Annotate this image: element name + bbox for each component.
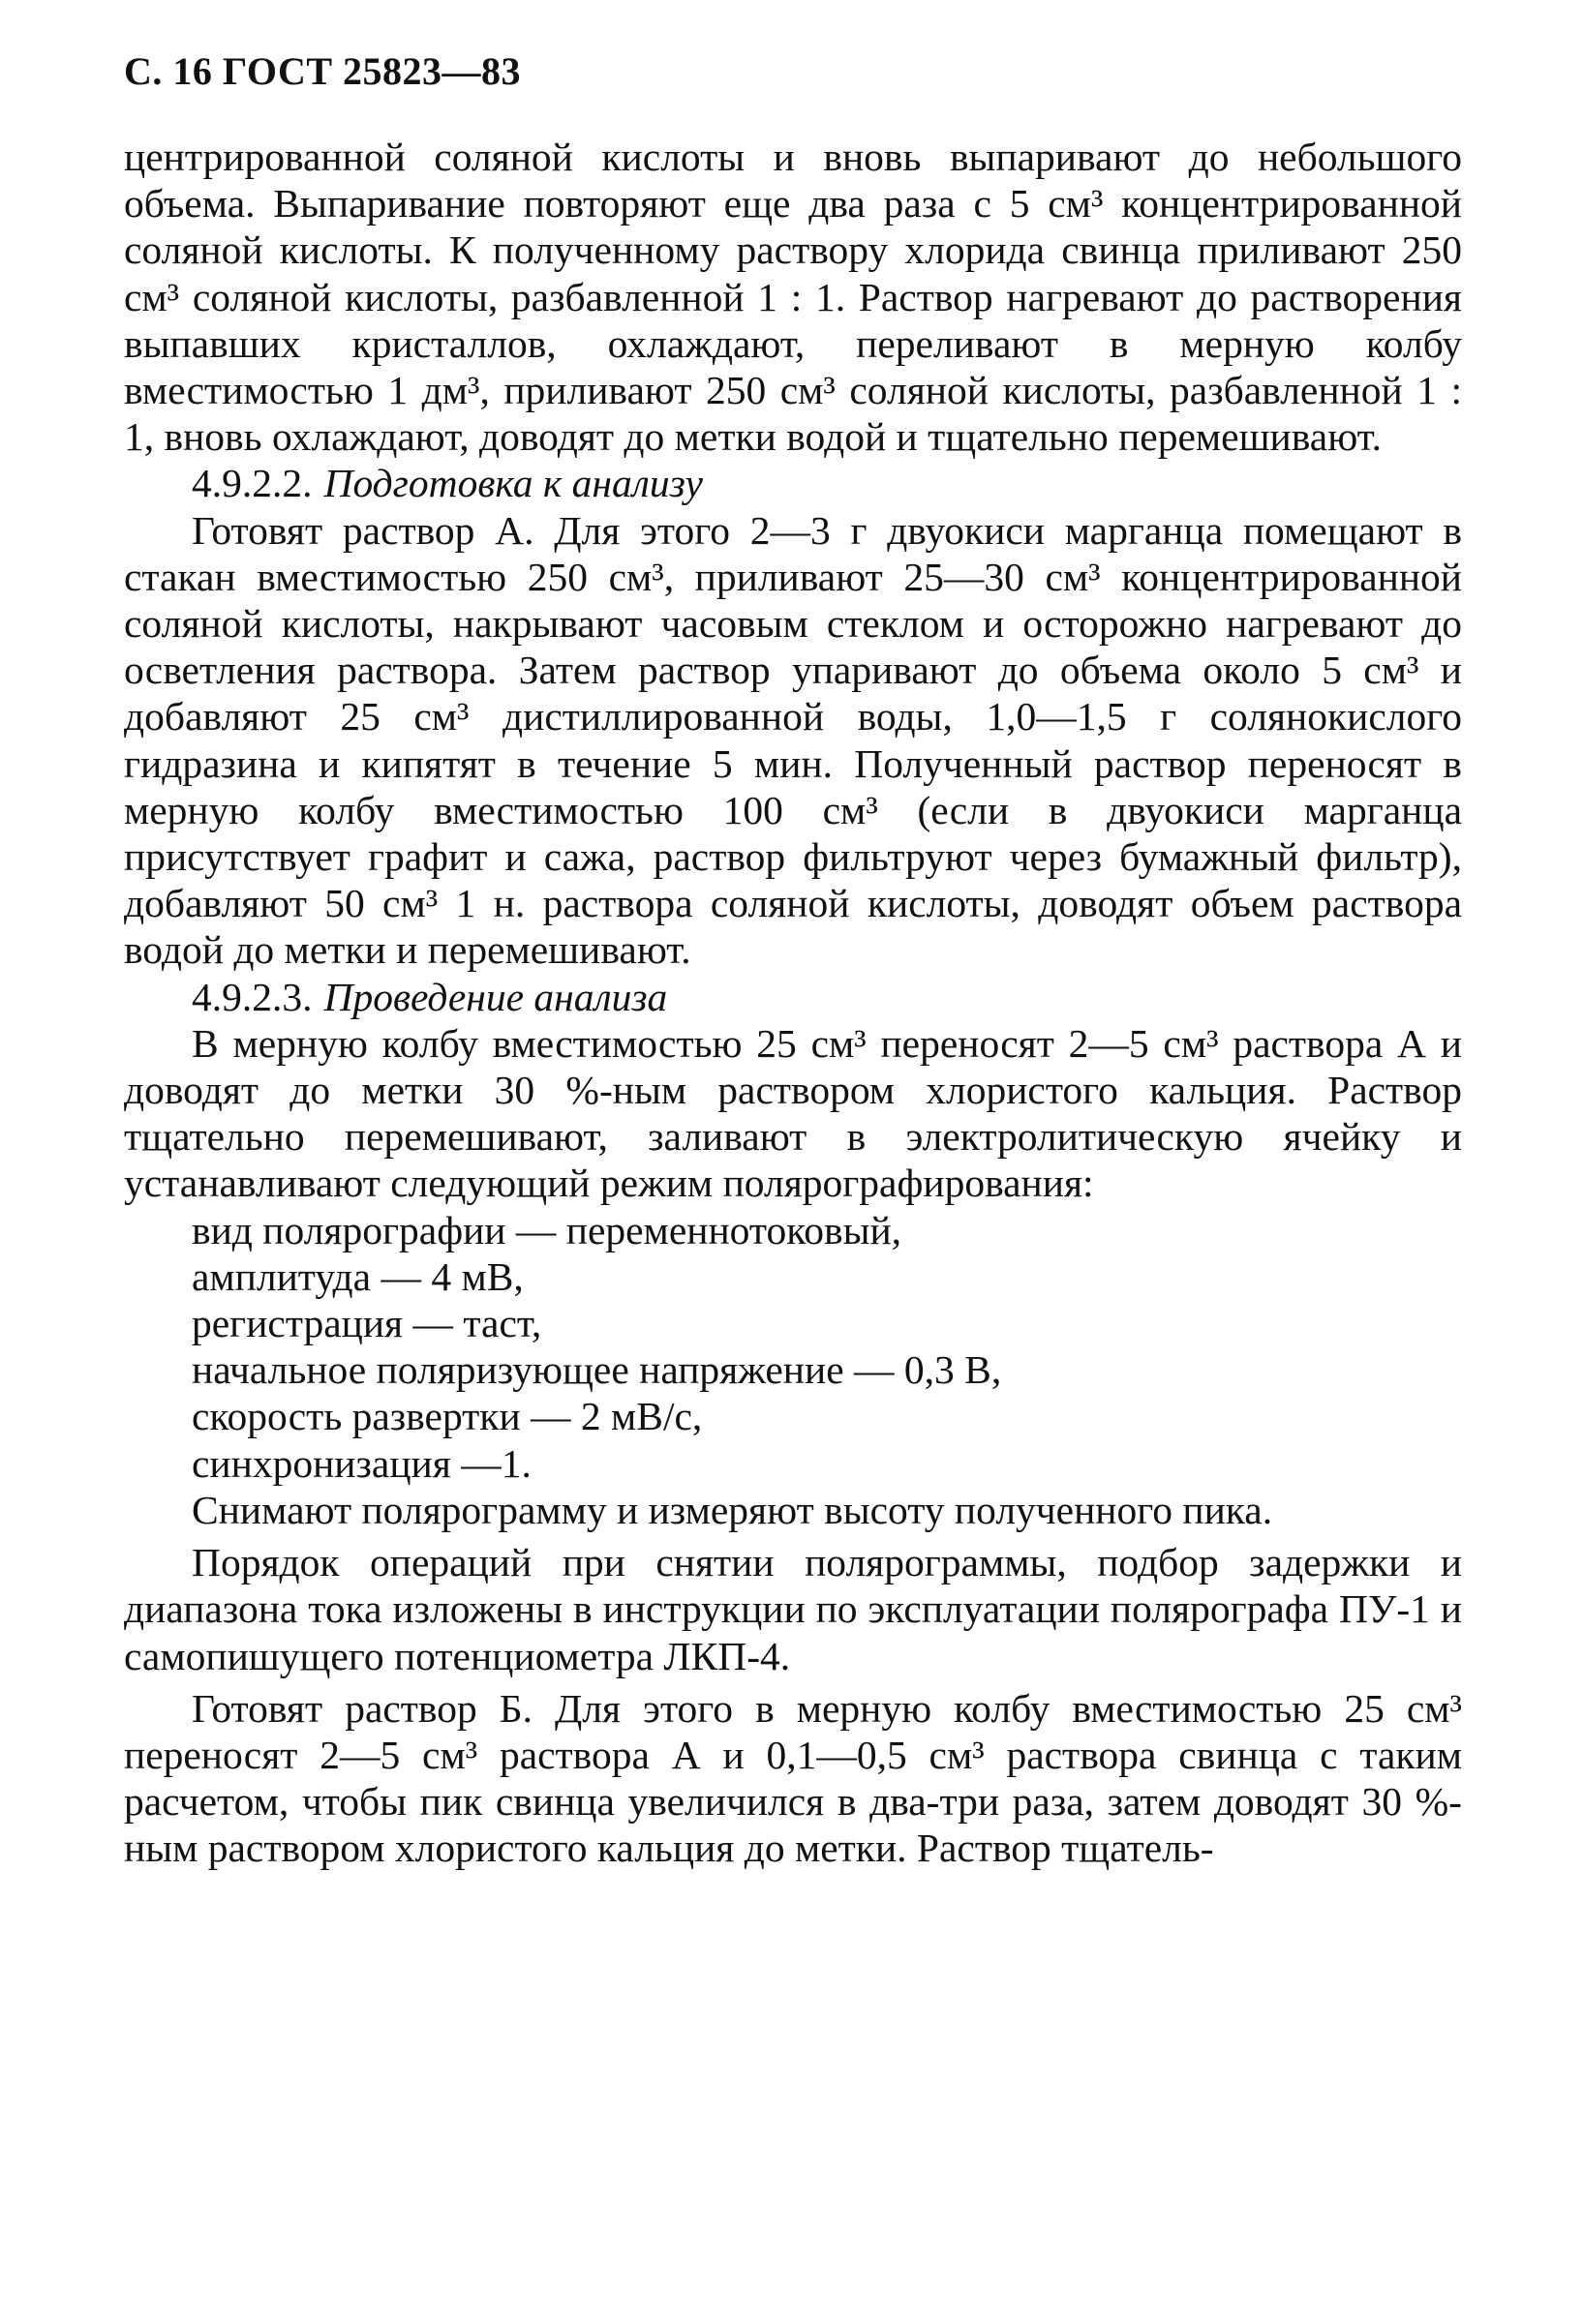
section-title: Подготовка к анализу <box>323 461 703 506</box>
list-item: скорость развертки — 2 мВ/с, <box>192 1394 703 1439</box>
paragraph-procedure-order: Порядок операций при снятии полярограммы, подбор задержки и диапазона тока изложены в инструкции по эксплуатации полярографа ПУ-1 и самопишущего потенциометра ЛКП-4. <box>124 1540 1462 1678</box>
list-item: регистрация — таст, <box>192 1301 542 1346</box>
section-title: Проведение анализа <box>323 974 668 1019</box>
section-number: 4.9.2.2. <box>192 461 313 506</box>
body-text <box>124 134 1462 1872</box>
section-number: 4.9.2.3. <box>192 974 313 1019</box>
list-item: вид полярографии — переменнотоковый, <box>192 1207 902 1253</box>
list-item: начальное поляризующее напряжение — 0,3 В, <box>192 1347 1002 1393</box>
paragraph-measure-peak: Снимают полярограмму и измеряют высоту полученного пика. <box>192 1487 1273 1532</box>
section-heading-4-9-2-3 <box>124 974 1462 1020</box>
polarography-settings-list <box>124 1207 1462 1487</box>
paragraph-solution-b: Готовят раствор Б. Для этого в мерную колбу вместимостью 25 см³ переносят 2—5 см³ раствора А и 0,1—0,5 см³ раствора свинца с таким расчетом, чтобы пик свинца увеличился в два-три раза, затем доводят 30 %-ным раствором хлористого кальция до метки. Раствор тщатель- <box>124 1685 1462 1871</box>
page-header: С. 16 ГОСТ 25823—83 <box>124 49 522 93</box>
list-item: синхронизация —1. <box>192 1440 532 1486</box>
paragraph-continuation: центрированной соляной кислоты и вновь выпаривают до небольшого объема. Выпаривание повторяют еще два раза с 5 см³ концентрированной соляной кислоты. К полученному раствору хлорида свинца приливают 250 см³ соляной кислоты, разбавленной 1 : 1. Раствор нагревают до растворения выпавших кристаллов, охлаждают, переливают в мерную колбу вместимостью 1 дм³, приливают 250 см³ соляной кислоты, разбавленной 1 : 1, вновь охлаждают, доводят до метки водой и тщательно перемешивают. <box>124 135 1462 460</box>
paragraph-solution-a: Готовят раствор А. Для этого 2—3 г двуокиси марганца помещают в стакан вместимостью 250 см³, приливают 25—30 см³ концентрированной соляной кислоты, накрывают часовым стеклом и осторожно нагревают до осветления раствора. Затем раствор упаривают до объема около 5 см³ и добавляют 25 см³ дистиллированной воды, 1,0—1,5 г солянокислого гидразина и кипятят в течение 5 мин. Полученный раствор переносят в мерную колбу вместимостью 100 см³ (если в двуокиси марганца присутствует графит и сажа, раствор фильтруют через бумажный фильтр), добавляют 50 см³ 1 н. раствора соляной кислоты, доводят объем раствора водой до метки и перемешивают. <box>124 507 1462 973</box>
section-heading-4-9-2-2 <box>124 460 1462 506</box>
list-item: амплитуда — 4 мВ, <box>192 1253 524 1299</box>
paragraph-analysis: В мерную колбу вместимостью 25 см³ переносят 2—5 см³ раствора А и доводят до метки 30 %-ным раствором хлористого кальция. Раствор тщательно перемешивают, заливают в электролитическую ячейку и устанавливают следующий режим полярографирования: <box>124 1020 1462 1206</box>
